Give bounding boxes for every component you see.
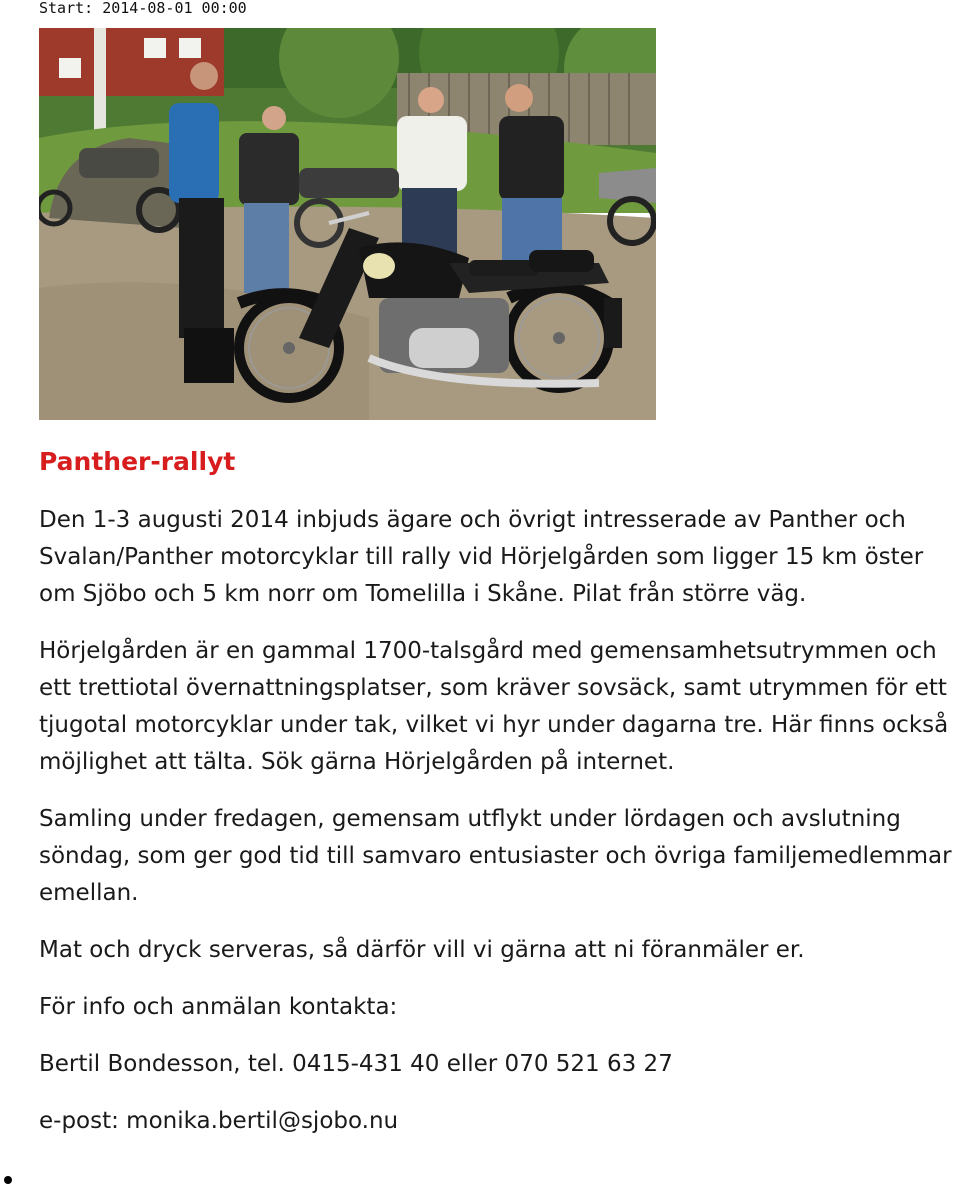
list-bullet [4, 1176, 12, 1184]
paragraph-contact-email: e-post: monika.bertil@sjobo.nu [39, 1108, 399, 1134]
paragraph-contact-heading: För info och anmälan kontakta: [39, 994, 398, 1020]
event-photo [39, 28, 656, 420]
paragraph-intro: Den 1-3 augusti 2014 inbjuds ägare och övrigt intresserade av Panther och Svalan/Panther motorcyklar till rally vid Hörjelgården som ligger 15 km öster om Sjöbo och 5 km norr om Tomelilla i Skåne. Pilat från större väg. [39, 507, 924, 607]
event-start-date: Start: 2014-08-01 00:00 [39, 0, 247, 17]
paragraph-food: Mat och dryck serveras, så därför vill vi gärna att ni föranmäler er. [39, 937, 805, 963]
paragraph-contact-phone: Bertil Bondesson, tel. 0415-431 40 eller 070 521 63 27 [39, 1051, 673, 1077]
page-title: Panther-rallyt [39, 447, 236, 476]
event-description [39, 502, 957, 1160]
paragraph-schedule: Samling under fredagen, gemensam utflykt under lördagen och avslutning söndag, som ger god tid till samvaro entusiaster och övriga familjemedlemmar emellan. [39, 806, 952, 906]
paragraph-venue: Hörjelgården är en gammal 1700-talsgård med gemensamhetsutrymmen och ett trettiotal övernattningsplatser, som kräver sovsäck, samt utrymmen för ett tjugotal motorcyklar under tak, vilket vi hyr under dagarna tre. Här finns också möjlighet att tälta. Sök gärna Hörjelgården på internet. [39, 638, 949, 775]
